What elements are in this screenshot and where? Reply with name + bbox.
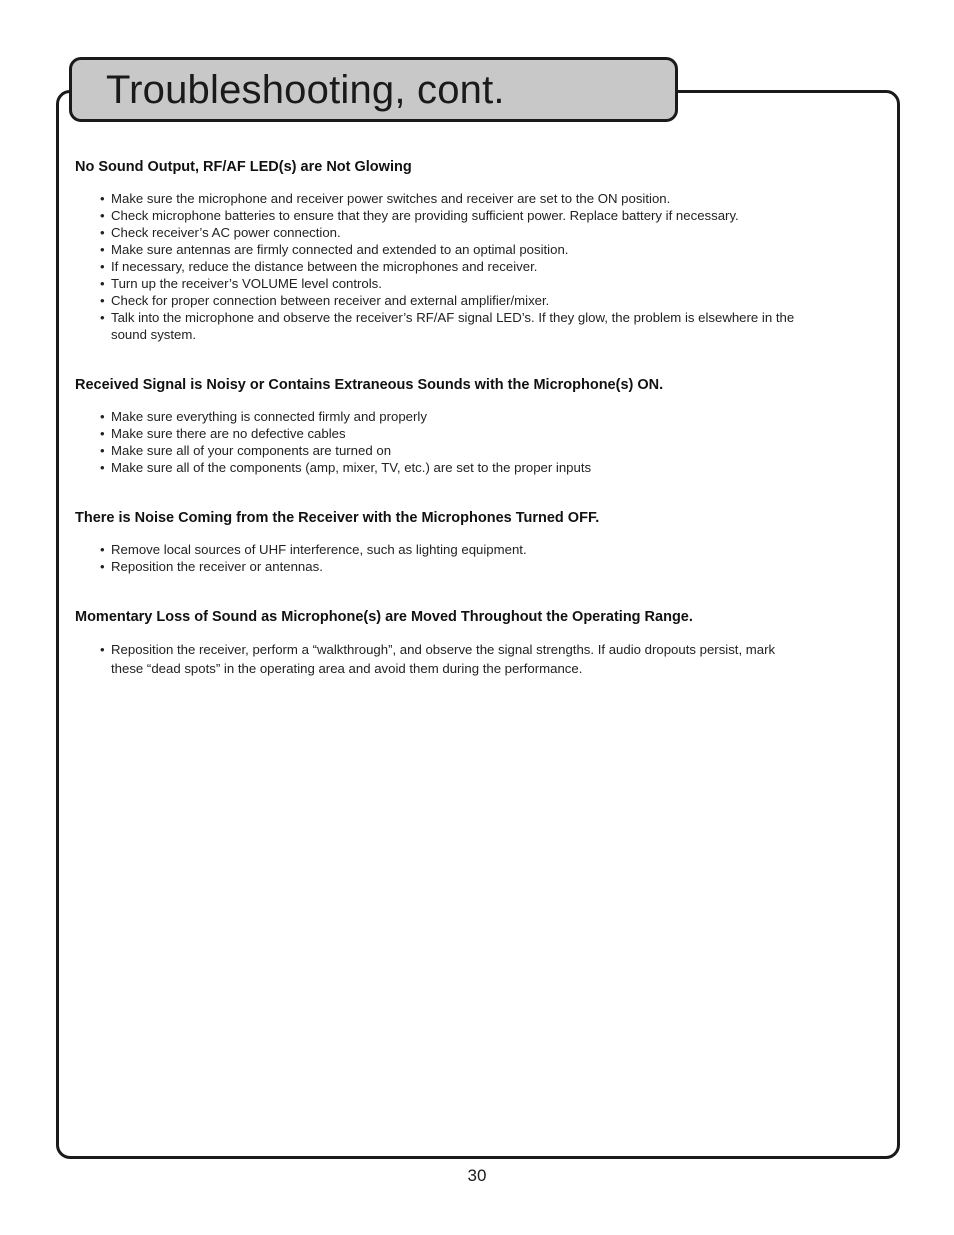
list-item: • Make sure there are no defective cables [100, 425, 795, 442]
section-momentary-loss [75, 606, 795, 678]
list-item: • Make sure all of the components (amp, mixer, TV, etc.) are set to the proper inputs [100, 459, 795, 476]
list-item: • Turn up the receiver’s VOLUME level controls. [100, 275, 795, 292]
list-item: • Check for proper connection between receiver and external amplifier/mixer. [100, 292, 795, 309]
document-content [75, 156, 795, 678]
section-noise-mics-off [75, 507, 795, 575]
list-item: • Make sure all of your components are turned on [100, 442, 795, 459]
section-heading: Received Signal is Noisy or Contains Extraneous Sounds with the Microphone(s) ON. [75, 377, 664, 393]
list-item: • If necessary, reduce the distance between the microphones and receiver. [100, 258, 795, 275]
bullet-list [100, 541, 795, 575]
section-noisy-signal [75, 374, 795, 476]
list-item: • Make sure everything is connected firmly and properly [100, 408, 795, 425]
title-tab [69, 57, 678, 122]
list-item: • Reposition the receiver, perform a “walkthrough”, and observe the signal strengths. If audio dropouts persist, mark these “dead spots” in the operating area and avoid them during the performance. [100, 640, 795, 678]
page-number: 30 [467, 1166, 487, 1185]
list-item: • Reposition the receiver or antennas. [100, 558, 795, 575]
section-heading: No Sound Output, RF/AF LED(s) are Not Glowing [75, 159, 412, 175]
list-item: • Talk into the microphone and observe the receiver’s RF/AF signal LED’s. If they glow, the problem is elsewhere in the sound system. [100, 309, 795, 343]
bullet-list [100, 640, 795, 678]
bullet-list [100, 408, 795, 476]
list-item: • Remove local sources of UHF interference, such as lighting equipment. [100, 541, 795, 558]
bullet-list [100, 190, 795, 343]
list-item: • Make sure the microphone and receiver power switches and receiver are set to the ON position. [100, 190, 795, 207]
list-item: • Check microphone batteries to ensure that they are providing sufficient power. Replace battery if necessary. [100, 207, 795, 224]
section-heading: Momentary Loss of Sound as Microphone(s) are Moved Throughout the Operating Range. [75, 609, 693, 625]
section-no-sound-output [75, 156, 795, 343]
section-heading: There is Noise Coming from the Receiver with the Microphones Turned OFF. [75, 510, 600, 526]
list-item: • Make sure antennas are firmly connected and extended to an optimal position. [100, 241, 795, 258]
list-item: • Check receiver’s AC power connection. [100, 224, 795, 241]
page-title: Troubleshooting, cont. [106, 68, 505, 112]
